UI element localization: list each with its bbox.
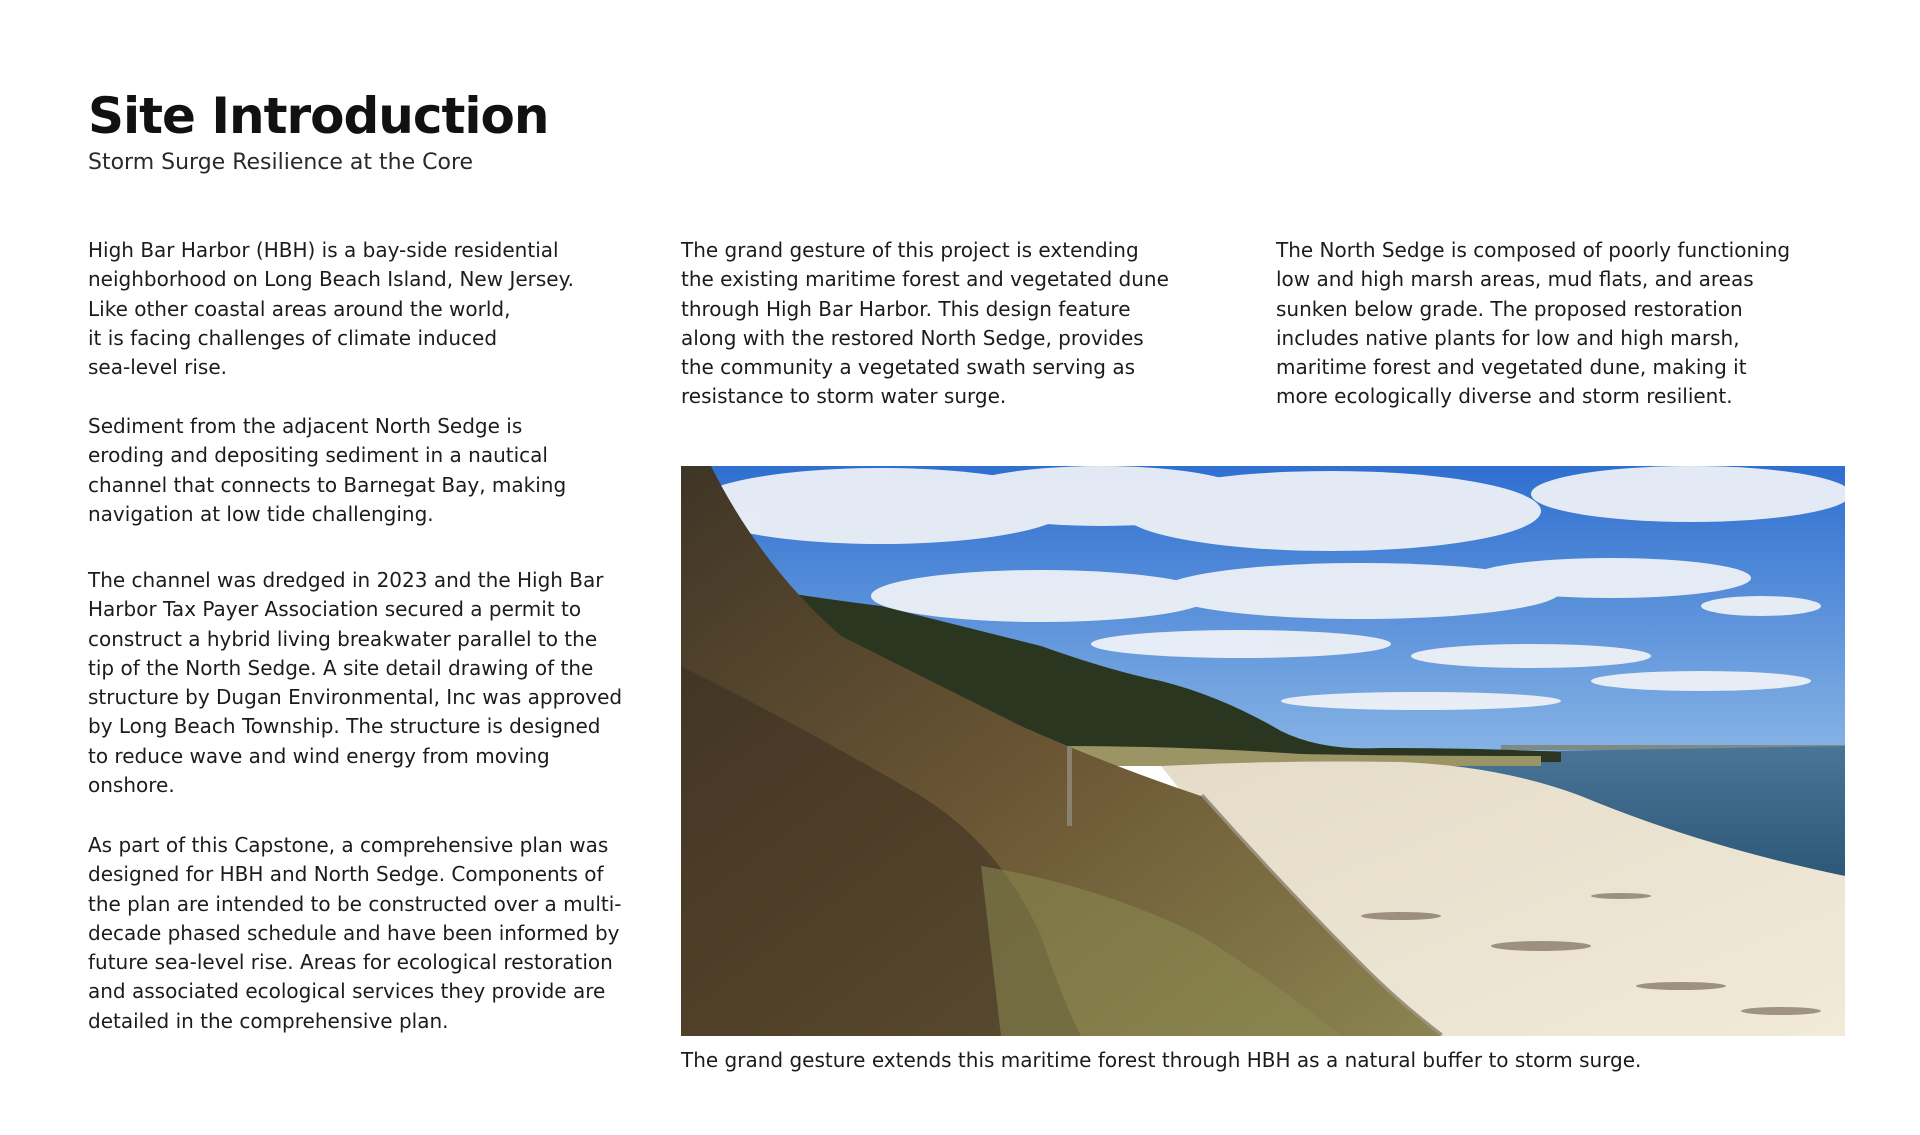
north-sedge-paragraph: The North Sedge is composed of poorly functioning low and high marsh areas, mud flats, and areas sunken below grade. The proposed restoration includes native plants for low and high marsh, maritime forest and vegetated dune, making it more ecologically diverse and storm resilient. xyxy=(1276,238,1791,409)
beach-photo xyxy=(681,466,1845,1036)
channel-paragraph: The channel was dredged in 2023 and the High Bar Harbor Tax Payer Association secured a permit to construct a hybrid living breakwater parallel to the tip of the North Sedge. A site detail drawing of the structure by Dugan Environmental, Inc was approved by Long Beach Township. The structure is designed to reduce wave and wind energy from moving onshore. xyxy=(88,568,623,798)
fence-post xyxy=(1067,746,1072,826)
intro-paragraph: High Bar Harbor (HBH) is a bay-side residential neighborhood on Long Beach Island, New Jersey. Like other coastal areas around the world, it is facing challenges of climate induced sea-level rise. xyxy=(88,238,574,380)
page-title: Site Introduction xyxy=(88,87,549,145)
sediment-paragraph: Sediment from the adjacent North Sedge is eroding and depositing sediment in a nautical channel that connects to Barnegat Bay, making navigation at low tide challenging. xyxy=(88,414,567,526)
photo-caption: The grand gesture extends this maritime forest through HBH as a natural buffer to storm surge. xyxy=(681,1048,1642,1072)
page-subtitle: Storm Surge Resilience at the Core xyxy=(88,150,474,175)
capstone-paragraph: As part of this Capstone, a comprehensive plan was designed for HBH and North Sedge. Components of the plan are intended to be constructed over a multi- decade phased schedule and have been informed by future sea-level rise. Areas for ecological restoration and associated ecological services they provide are detailed in the comprehensive plan. xyxy=(88,833,622,1033)
grand-gesture-paragraph: The grand gesture of this project is extending the existing maritime forest and vegetated dune through High Bar Harbor. This design feature along with the restored North Sedge, provides the community a vegetated swath serving as resistance to storm water surge. xyxy=(681,238,1169,409)
